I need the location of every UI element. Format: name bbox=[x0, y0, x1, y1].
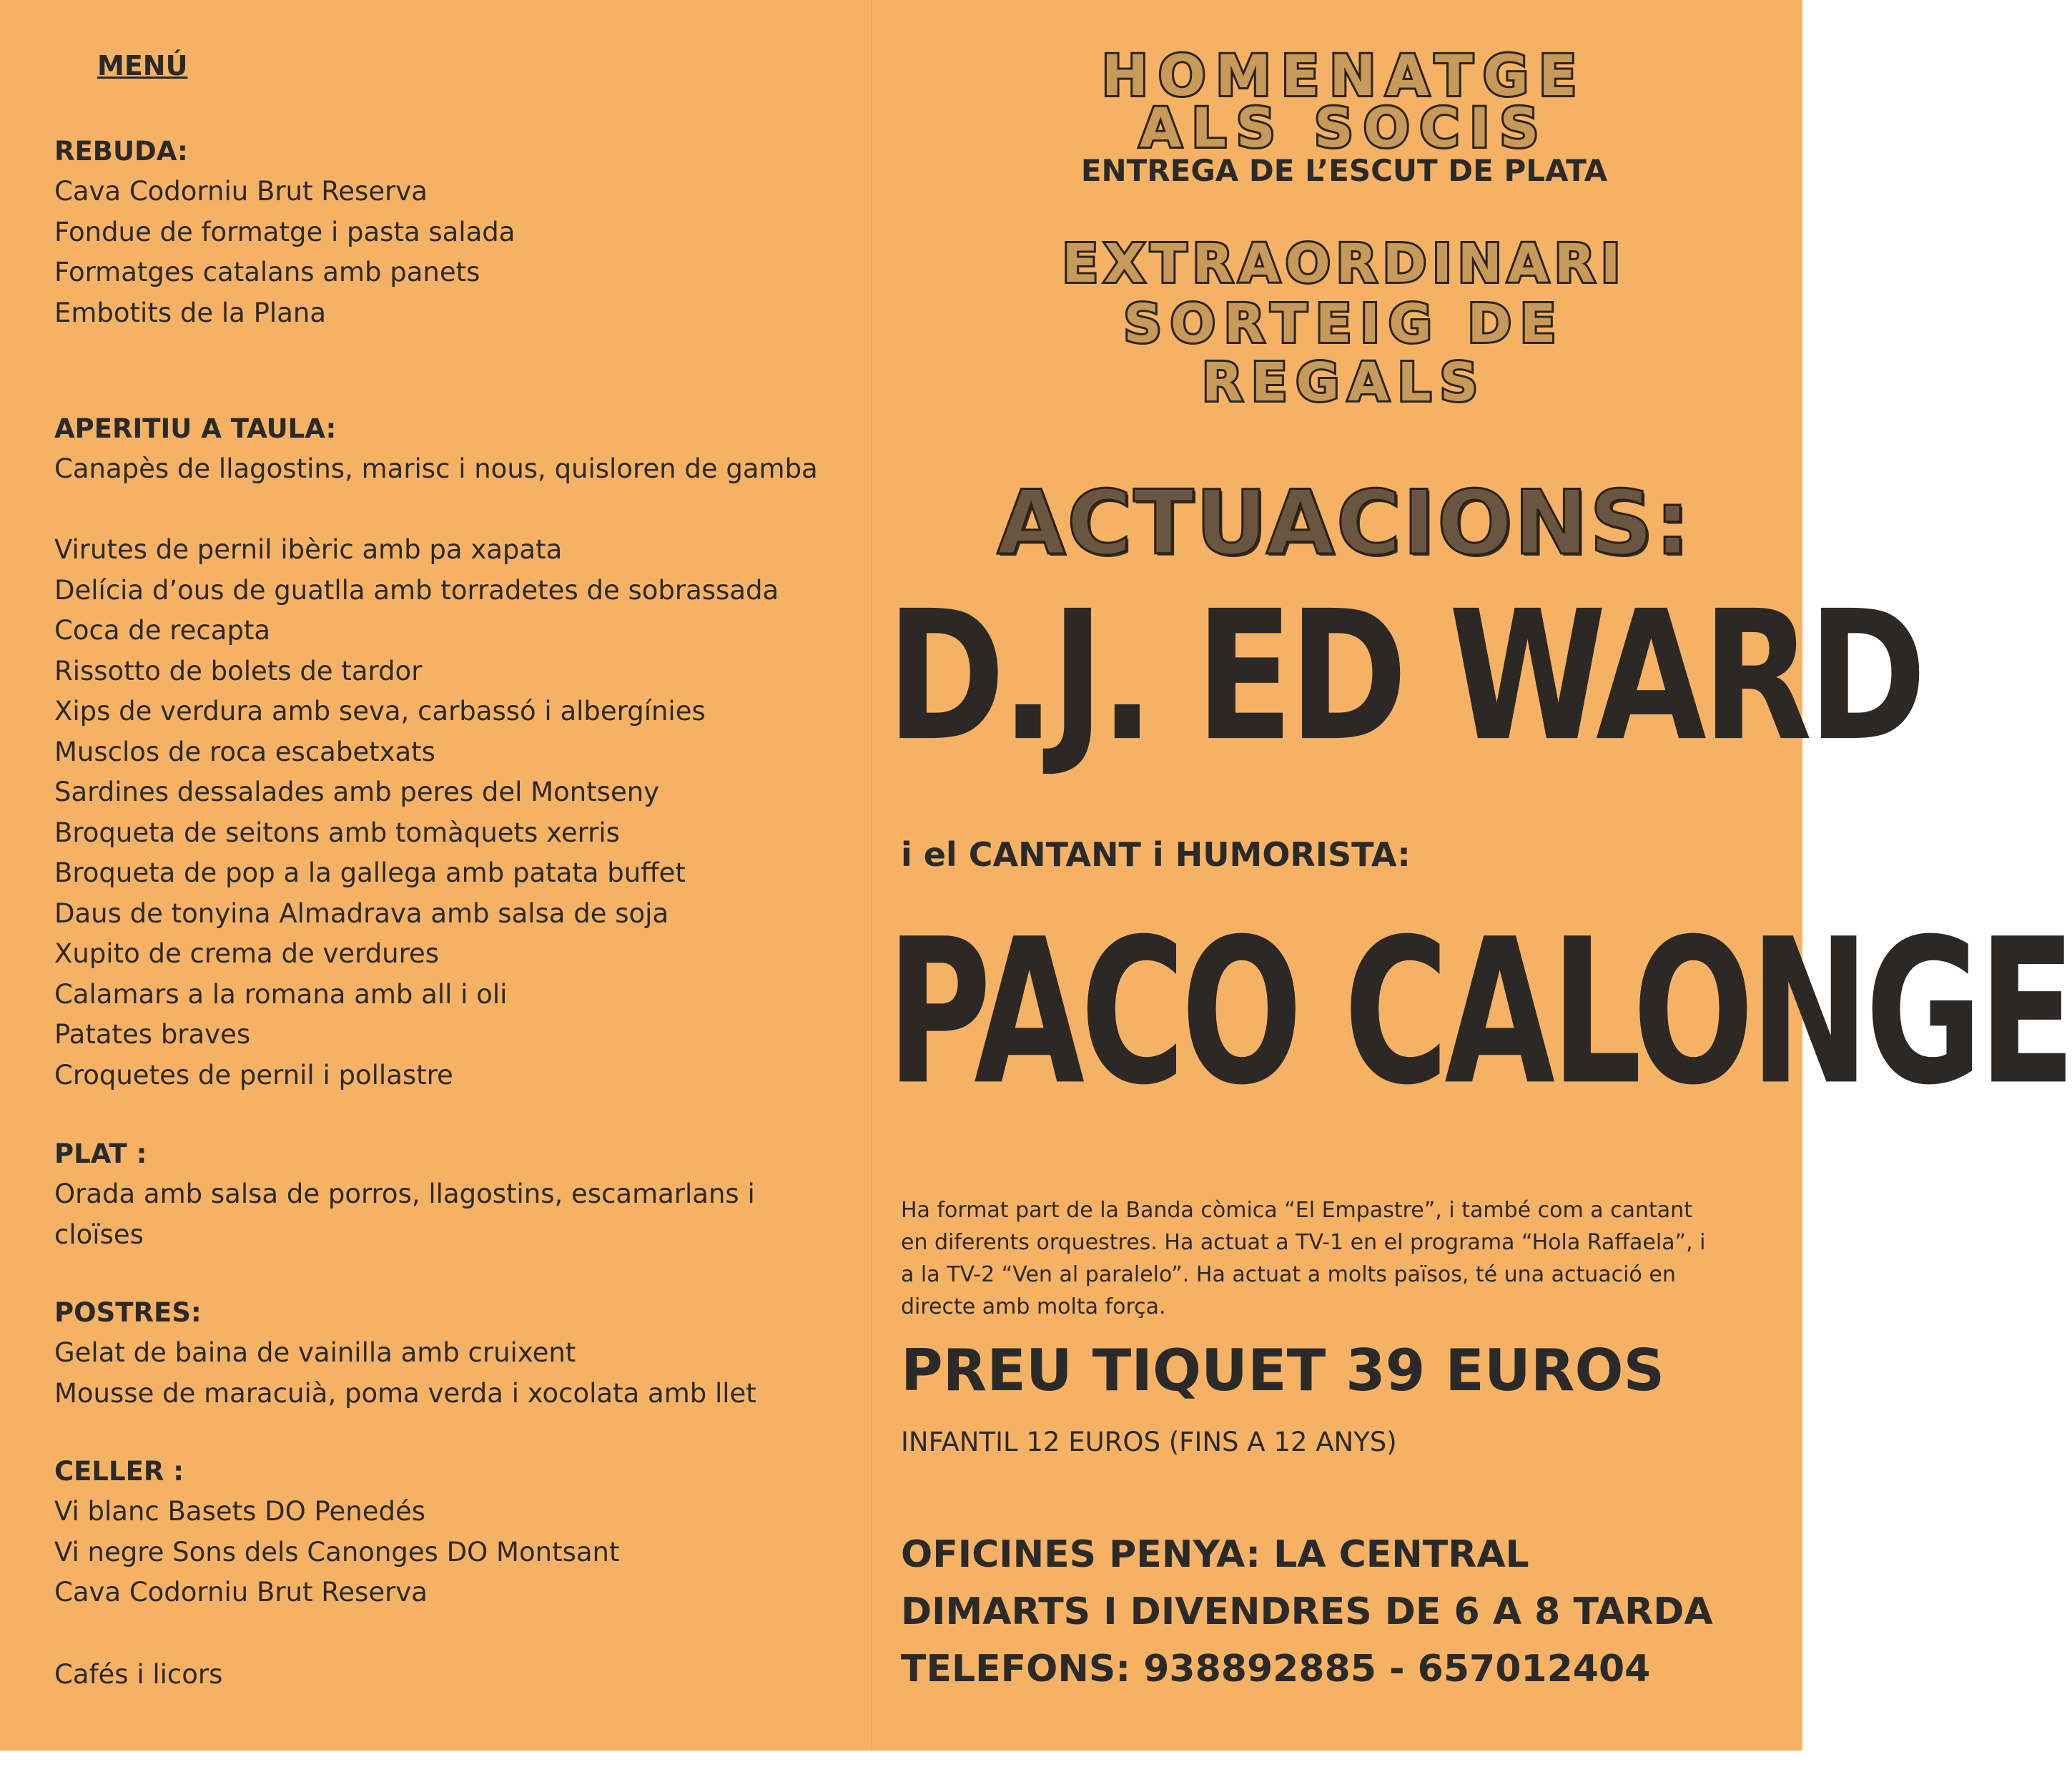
menu-item: Calamars a la romana amb all i oli bbox=[54, 978, 508, 1010]
menu-item: Rissotto de bolets de tardor bbox=[54, 655, 423, 686]
dj-name bbox=[887, 572, 1923, 794]
menu-item: Embotits de la Plana bbox=[54, 297, 326, 328]
menu-item: Orada amb salsa de porros, llagostins, escamarlans i cloïses bbox=[54, 1178, 755, 1250]
menu-item: Formatges catalans amb panets bbox=[54, 257, 480, 287]
menu-section-postres bbox=[54, 1293, 848, 1414]
menu-item: Canapès de llagostins, marisc i nous, quisloren de gamba bbox=[54, 453, 818, 484]
homage-subtitle: ENTREGA DE L’ESCUT DE PLATA bbox=[1080, 153, 1608, 188]
acts-heading: ACTUACIONS: bbox=[997, 472, 1692, 575]
menu-section-celler bbox=[54, 1452, 848, 1613]
menu-section-plat bbox=[54, 1134, 848, 1255]
raffle-title-line1: EXTRAORDINARI bbox=[1062, 233, 1627, 295]
phone-numbers: TELEFONS: 938892885 - 657012404 bbox=[901, 1648, 1651, 1690]
singer-name bbox=[887, 896, 2072, 1166]
menu-item: Broqueta de pop a la gallega amb patata buffet bbox=[54, 857, 686, 888]
menu-item: Fondue de formatge i pasta salada bbox=[54, 216, 515, 247]
menu-item: Vi negre Sons dels Canonges DO Montsant bbox=[54, 1536, 620, 1567]
menu-item: Croquetes de pernil i pollastre bbox=[54, 1059, 453, 1091]
menu-item: Xupito de crema de verdures bbox=[54, 938, 440, 969]
homage-title-line2: ALS SOCIS bbox=[1139, 96, 1549, 159]
raffle-title-line3: REGALS bbox=[1202, 352, 1486, 413]
menu-item: Sardines dessalades amb peres del Montseny bbox=[54, 777, 660, 807]
office-hours: DIMARTS I DIVENDRES DE 6 A 8 TARDA bbox=[901, 1590, 1713, 1633]
menu-item: Cava Codorniu Brut Reserva bbox=[54, 176, 428, 207]
section-heading: PLAT : bbox=[54, 1138, 147, 1169]
homage-title-line1: HOMENATGE bbox=[1101, 44, 1587, 109]
menu-item: Virutes de pernil ibèric amb pa xapata bbox=[54, 534, 563, 565]
dj-name-text: D.J. ED WARD bbox=[887, 572, 1923, 782]
menu-item: Patates braves bbox=[54, 1019, 251, 1050]
menu-item: Xips de verdura amb seva, carbassó i albergínies bbox=[54, 696, 706, 727]
singer-bio: Ha format part de la Banda còmica “El Empastre”, i també com a cantant en diferents orquestres. Ha actuat a TV-1 en el programa “Hola Raffaela”, i a la TV-2 “Ven al paralelo”. Ha actuat a molts països, té una actuació en directe amb molta força. bbox=[901, 1198, 1706, 1319]
raffle-title-line2: SORTEIG DE bbox=[1123, 293, 1565, 355]
fold-line bbox=[871, 0, 872, 1751]
office-info: OFICINES PENYA: LA CENTRAL bbox=[901, 1533, 1529, 1576]
event-column bbox=[887, 0, 2072, 1751]
ticket-price: PREU TIQUET 39 EUROS bbox=[901, 1337, 1665, 1404]
menu-item: Cafés i licors bbox=[54, 1659, 223, 1690]
menu-item: Delícia d’ous de guatlla amb torradetes de sobrassada bbox=[54, 574, 779, 606]
menu-item: Gelat de baina de vainilla amb cruixent bbox=[54, 1337, 576, 1368]
menu-section-rebuda bbox=[54, 132, 848, 333]
section-heading: APERITIU A TAULA: bbox=[54, 413, 337, 444]
singer-name-text: PACO CALONGE bbox=[887, 896, 2072, 1130]
menu-item: Coca de recapta bbox=[54, 615, 271, 646]
menu-section-aperitiu bbox=[54, 409, 848, 1096]
menu-item-spacer bbox=[54, 490, 848, 531]
menu-title: MENÚ bbox=[97, 50, 188, 82]
menu-closing bbox=[54, 1655, 848, 1695]
menu-item: Cava Codorniu Brut Reserva bbox=[54, 1577, 428, 1608]
section-heading: POSTRES: bbox=[54, 1297, 202, 1328]
section-heading: CELLER : bbox=[54, 1456, 184, 1487]
singer-intro: i el CANTANT i HUMORISTA: bbox=[901, 835, 1411, 874]
section-heading: REBUDA: bbox=[54, 136, 188, 167]
menu-item: Musclos de roca escabetxats bbox=[54, 736, 435, 767]
menu-item: Vi blanc Basets DO Penedés bbox=[54, 1496, 426, 1527]
menu-item: Daus de tonyina Almadrava amb salsa de soja bbox=[54, 897, 669, 929]
menu-item: Mousse de maracuià, poma verda i xocolata amb llet bbox=[54, 1377, 756, 1409]
menu-item: Broqueta de seitons amb tomàquets xerris bbox=[54, 817, 620, 848]
child-price: INFANTIL 12 EUROS (FINS A 12 ANYS) bbox=[901, 1427, 1397, 1457]
